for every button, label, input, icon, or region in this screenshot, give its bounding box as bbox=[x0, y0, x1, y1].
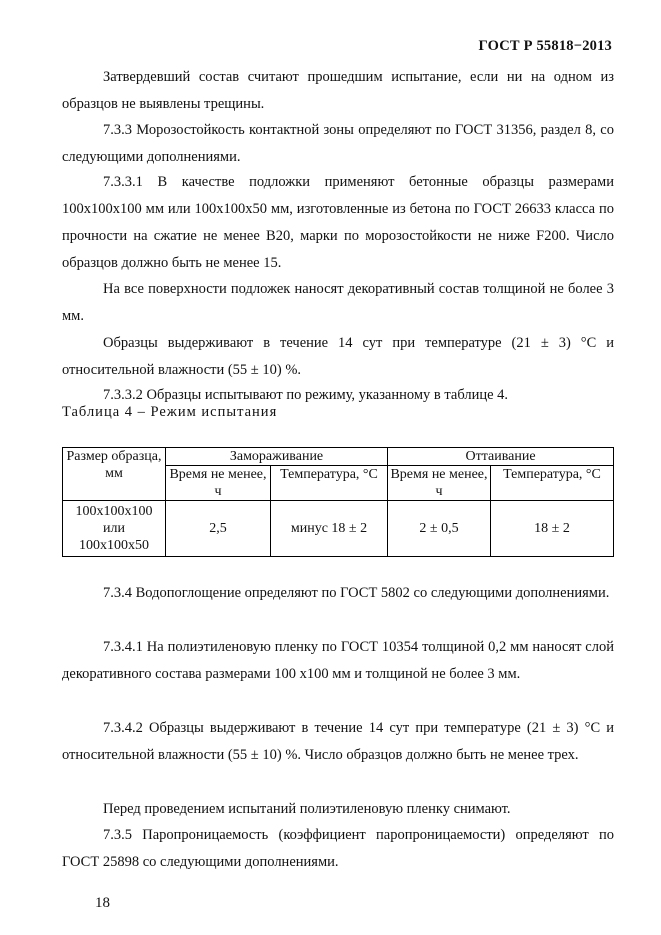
paragraph-7-3-4-1: 7.3.4.1 На полиэтиленовую пленку по ГОСТ 10354 толщиной 0,2 мм наносят слой декоративного состава размерами 100 х100 мм и толщиной не более 3 мм. bbox=[62, 639, 614, 682]
paragraph-cracks: Затвердевший состав считают прошедшим испытание, если ни на одном из образцов не выявлены трещины. bbox=[62, 69, 614, 112]
paragraph-film-removal: Перед проведением испытаний полиэтиленовую пленку снимают. bbox=[103, 801, 511, 817]
paragraph-7-3-4: 7.3.4 Водопоглощение определяют по ГОСТ 5802 со следующими дополнениями. bbox=[103, 585, 610, 601]
cell-freeze-time: 2,5 bbox=[166, 501, 271, 557]
table-caption: Таблица 4 – Режим испытания bbox=[62, 404, 278, 420]
header-freeze-temp: Температура, °С bbox=[271, 466, 388, 501]
cell-thaw-temp: 18 ± 2 bbox=[491, 501, 614, 557]
header-thaw: Оттаивание bbox=[388, 448, 614, 466]
paragraph-7-3-3-1: 7.3.3.1 В качестве подложки применяют бетонные образцы размерами 100х100х100 мм или 100х100х50 мм, изготовленные из бетона по ГОСТ 26633 класса по прочности на сжатие не менее В20, марки по морозостойкости не ниже F200. Число образцов должно быть не менее 15. bbox=[62, 174, 614, 271]
paragraph-7-3-3-2: 7.3.3.2 Образцы испытывают по режиму, указанному в таблице 4. bbox=[103, 387, 509, 403]
header-size: Размер образца, мм bbox=[63, 448, 166, 501]
header-freeze-time: Время не менее, ч bbox=[166, 466, 271, 501]
table-header-row bbox=[63, 448, 614, 466]
paragraph-conditioning: Образцы выдерживают в течение 14 сут при температуре (21 ± 3) °С и относительной влажности (55 ± 10) %. bbox=[62, 335, 614, 378]
page-number: 18 bbox=[95, 895, 110, 911]
document-header: ГОСТ Р 55818−2013 bbox=[478, 38, 612, 54]
cell-thaw-time: 2 ± 0,5 bbox=[388, 501, 491, 557]
table-row bbox=[63, 501, 614, 557]
paragraph-7-3-3: 7.3.3 Морозостойкость контактной зоны определяют по ГОСТ 31356, раздел 8, со следующими дополнениями. bbox=[62, 122, 614, 165]
paragraph-7-3-5: 7.3.5 Паропроницаемость (коэффициент паропроницаемости) определяют по ГОСТ 25898 со следующими дополнениями. bbox=[62, 827, 614, 870]
header-thaw-time: Время не менее, ч bbox=[388, 466, 491, 501]
paragraph-7-3-4-2: 7.3.4.2 Образцы выдерживают в течение 14 сут при температуре (21 ± 3) °С и относительной влажности (55 ± 10) %. Число образцов должно быть не менее трех. bbox=[62, 720, 614, 763]
paragraph-coating: На все поверхности подложек наносят декоративный состав толщиной не более 3 мм. bbox=[62, 281, 614, 324]
header-thaw-temp: Температура, °С bbox=[491, 466, 614, 501]
cell-freeze-temp: минус 18 ± 2 bbox=[271, 501, 388, 557]
test-mode-table bbox=[62, 447, 614, 557]
cell-size: 100х100х100 или 100х100х50 bbox=[63, 501, 166, 557]
header-freeze: Замораживание bbox=[166, 448, 388, 466]
